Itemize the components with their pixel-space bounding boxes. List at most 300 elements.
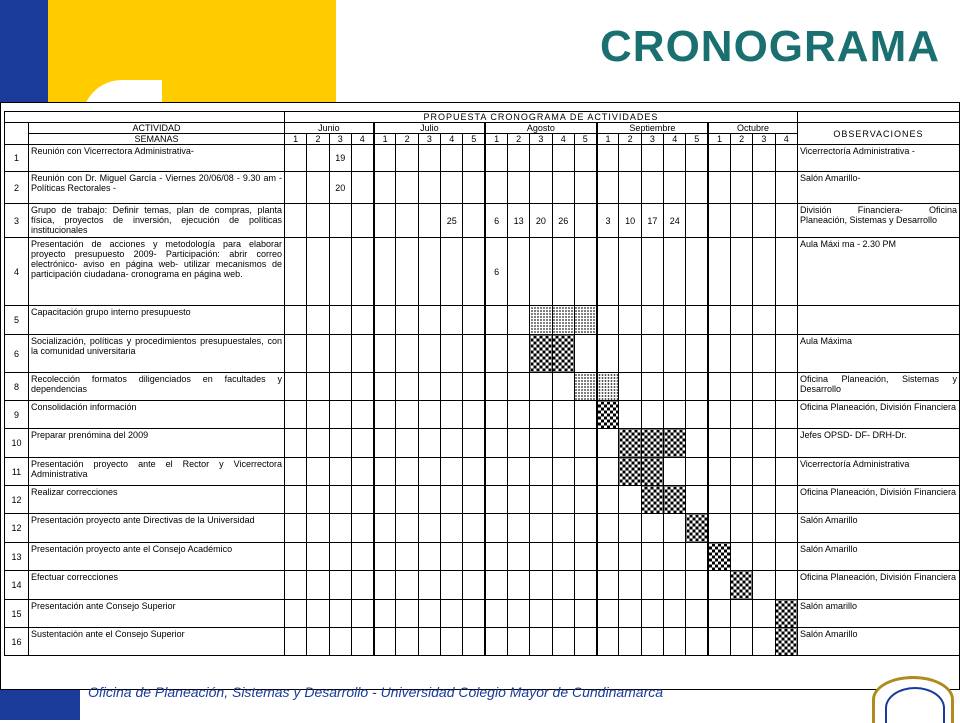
week-cell [708,335,730,373]
week-cell [619,486,641,514]
week-cell [351,543,373,571]
week-cell [441,373,463,401]
week-cell [485,335,507,373]
week-cell [574,458,596,486]
week-cell [329,486,351,514]
row-number: 8 [5,373,29,401]
week-cell [530,373,552,401]
week-cell [664,628,686,656]
week-cell [597,571,619,600]
week-cell [285,514,307,543]
activity-cell: Recolección formatos diligenciados en facultades y dependencias [29,373,285,401]
week-cell [374,514,396,543]
scheduled-week-cell [708,543,730,571]
yellow-header-block [48,0,336,102]
date-cell: 10 [619,204,641,238]
week-cell [574,238,596,306]
week-cell [441,335,463,373]
observation-cell: Salón Amarillo [797,543,959,571]
week-cell [530,145,552,172]
week-cell [574,571,596,600]
week-cell [307,429,329,458]
week-cell [597,514,619,543]
date-cell: 26 [552,204,574,238]
week-cell [530,238,552,306]
week-cell [641,628,663,656]
observation-cell: División Financiera- Oficina Planeación, Sistemas y Desarrollo [797,204,959,238]
scheduled-week-cell [775,600,797,628]
week-cell [329,373,351,401]
week-cell [641,401,663,429]
week-cell [507,458,529,486]
week-cell [507,543,529,571]
scheduled-week-cell [775,628,797,656]
week-cell [730,458,752,486]
week-cell [396,373,418,401]
week-cell [441,543,463,571]
week-cell [441,628,463,656]
week-cell [641,172,663,204]
table-row [5,571,960,600]
row-number: 16 [5,628,29,656]
week-cell [574,204,596,238]
scheduled-week-cell [530,306,552,335]
observation-cell: Aula Máxi ma - 2.30 PM [797,238,959,306]
week-cell [351,628,373,656]
week-cell [552,401,574,429]
week-cell [396,238,418,306]
week-cell [753,458,775,486]
date-cell: 6 [485,204,507,238]
week-number: 2 [619,134,641,145]
scheduled-week-cell [641,458,663,486]
week-cell [664,401,686,429]
week-cell [730,373,752,401]
week-cell [329,543,351,571]
week-cell [753,514,775,543]
week-cell [530,628,552,656]
week-number: 1 [485,134,507,145]
week-cell [753,172,775,204]
week-cell [307,204,329,238]
week-cell [686,486,708,514]
week-cell [374,429,396,458]
activity-cell: Presentación proyecto ante el Rector y Vicerrectora Administrativa [29,458,285,486]
week-number: 3 [418,134,440,145]
week-cell [307,145,329,172]
observation-cell: Salón Amarillo [797,514,959,543]
week-cell [285,429,307,458]
university-seal-icon [872,676,954,723]
activity-cell: Capacitación grupo interno presupuesto [29,306,285,335]
week-cell [530,571,552,600]
week-cell [374,543,396,571]
activity-cell: Reunión con Vicerrectora Administrativa- [29,145,285,172]
week-cell [574,628,596,656]
week-cell [396,600,418,628]
week-cell [574,145,596,172]
week-cell [552,145,574,172]
week-cell [775,373,797,401]
scheduled-week-cell [597,373,619,401]
week-cell [619,514,641,543]
week-cell [485,401,507,429]
date-cell: 24 [664,204,686,238]
week-cell [619,571,641,600]
table-row [5,204,960,238]
table-row [5,306,960,335]
week-cell [418,204,440,238]
blue-corner-block [0,0,48,102]
week-cell [418,401,440,429]
week-cell [396,204,418,238]
week-cell [730,238,752,306]
week-cell [485,429,507,458]
week-cell [597,486,619,514]
week-cell [753,571,775,600]
week-cell [351,145,373,172]
week-cell [329,335,351,373]
table-row [5,238,960,306]
week-cell [619,145,641,172]
week-cell [619,401,641,429]
week-cell [351,204,373,238]
week-cell [351,401,373,429]
week-number: 4 [552,134,574,145]
week-cell [418,145,440,172]
observation-cell: Salón Amarillo- [797,172,959,204]
week-cell [708,571,730,600]
week-number: 2 [507,134,529,145]
week-cell [463,458,485,486]
week-cell [641,514,663,543]
week-cell [351,571,373,600]
scheduled-week-cell [574,373,596,401]
week-cell [641,571,663,600]
week-cell [441,571,463,600]
observation-cell: Jefes OPSD- DF- DRH-Dr. [797,429,959,458]
week-cell [753,543,775,571]
row-number: 12 [5,486,29,514]
week-cell [285,172,307,204]
row-number: 1 [5,145,29,172]
week-cell [775,458,797,486]
week-cell [664,306,686,335]
week-cell [507,238,529,306]
table-row [5,335,960,373]
week-cell [329,238,351,306]
week-cell [307,172,329,204]
week-cell [708,238,730,306]
date-cell: 3 [597,204,619,238]
table-row [5,486,960,514]
week-cell [374,628,396,656]
week-cell [619,172,641,204]
observation-cell: Oficina Planeación, División Financiera [797,486,959,514]
scheduled-week-cell [574,306,596,335]
week-cell [708,172,730,204]
activity-cell: Presentación de acciones y metodología para elaborar proyecto presupuesto 2009- Participación: abrir correo electrónico- aviso en página web- utilizar mecanismos de participación ciudadana- cronograma en página web. [29,238,285,306]
week-cell [307,306,329,335]
week-cell [552,238,574,306]
table-row [5,373,960,401]
week-cell [329,628,351,656]
row-number: 3 [5,204,29,238]
week-cell [307,401,329,429]
week-cell [619,628,641,656]
week-cell [597,238,619,306]
week-number: 2 [396,134,418,145]
table-row [5,543,960,571]
week-cell [664,571,686,600]
week-cell [730,543,752,571]
month-header: Octubre [708,123,797,134]
week-cell [418,543,440,571]
week-cell [775,306,797,335]
observation-cell: Salón amarillo [797,600,959,628]
table-row [5,172,960,204]
week-cell [441,306,463,335]
week-cell [574,401,596,429]
week-cell [775,204,797,238]
week-cell [285,600,307,628]
week-cell [730,628,752,656]
date-cell: 20 [329,172,351,204]
week-cell [552,514,574,543]
week-cell [485,373,507,401]
week-cell [485,306,507,335]
activity-cell: Socialización, políticas y procedimientos presupuestales, con la comunidad universitaria [29,335,285,373]
week-number: 4 [775,134,797,145]
week-cell [619,238,641,306]
week-cell [485,514,507,543]
week-cell [329,458,351,486]
week-cell [574,600,596,628]
week-cell [664,600,686,628]
week-cell [285,238,307,306]
row-number: 14 [5,571,29,600]
week-cell [619,600,641,628]
week-cell [507,145,529,172]
date-cell: 20 [530,204,552,238]
month-header: Agosto [485,123,596,134]
observation-cell: Vicerrectoría Administrativa [797,458,959,486]
week-cell [463,145,485,172]
scheduled-week-cell [619,458,641,486]
row-number: 6 [5,335,29,373]
week-cell [396,401,418,429]
week-cell [641,600,663,628]
week-cell [664,458,686,486]
week-cell [329,571,351,600]
week-cell [730,204,752,238]
week-cell [396,306,418,335]
date-cell: 6 [485,238,507,306]
week-cell [619,306,641,335]
table-row [5,514,960,543]
week-cell [708,628,730,656]
week-cell [753,429,775,458]
observation-cell: Oficina Planeación, División Financiera [797,401,959,429]
week-number: 1 [374,134,396,145]
week-cell [441,238,463,306]
week-cell [641,373,663,401]
activity-cell: Presentación proyecto ante el Consejo Académico [29,543,285,571]
week-cell [708,486,730,514]
week-cell [418,238,440,306]
week-cell [530,600,552,628]
week-cell [686,543,708,571]
week-cell [441,401,463,429]
week-cell [753,204,775,238]
week-cell [686,458,708,486]
week-number: 3 [530,134,552,145]
week-cell [374,458,396,486]
week-cell [775,486,797,514]
week-cell [463,401,485,429]
week-cell [708,204,730,238]
week-cell [686,172,708,204]
week-number: 1 [708,134,730,145]
table-row [5,628,960,656]
week-cell [775,335,797,373]
week-cell [686,429,708,458]
week-cell [641,335,663,373]
week-cell [597,172,619,204]
week-number: 1 [285,134,307,145]
week-cell [708,401,730,429]
table-row [5,401,960,429]
week-cell [530,486,552,514]
week-cell [329,429,351,458]
week-cell [285,628,307,656]
week-number: 5 [463,134,485,145]
week-cell [530,172,552,204]
week-cell [775,543,797,571]
week-cell [485,600,507,628]
date-cell: 13 [507,204,529,238]
scheduled-week-cell [552,335,574,373]
table-title-row [5,112,960,123]
week-cell [307,628,329,656]
week-cell [351,458,373,486]
week-cell [641,306,663,335]
observation-cell: Oficina Planeación, División Financiera [797,571,959,600]
week-cell [708,373,730,401]
scheduled-week-cell [730,571,752,600]
week-cell [351,514,373,543]
footer-text: Oficina de Planeación, Sistemas y Desarrollo - Universidad Colegio Mayor de Cundinamarca [88,684,664,700]
week-cell [307,335,329,373]
week-cell [507,401,529,429]
week-cell [374,486,396,514]
week-cell [507,429,529,458]
month-header: Julio [374,123,485,134]
table-row [5,600,960,628]
week-cell [485,543,507,571]
week-cell [753,600,775,628]
week-cell [552,373,574,401]
activity-cell: Realizar correcciones [29,486,285,514]
week-cell [574,172,596,204]
week-cell [285,145,307,172]
week-cell [730,306,752,335]
week-cell [441,486,463,514]
week-cell [574,335,596,373]
week-cell [418,486,440,514]
week-cell [307,458,329,486]
week-cell [708,458,730,486]
row-number: 10 [5,429,29,458]
week-cell [396,429,418,458]
week-cell [329,600,351,628]
row-number: 9 [5,401,29,429]
week-cell [485,458,507,486]
scheduled-week-cell [664,486,686,514]
week-cell [307,238,329,306]
row-number: 4 [5,238,29,306]
week-cell [485,628,507,656]
scheduled-week-cell [530,335,552,373]
table-row [5,458,960,486]
week-cell [664,373,686,401]
week-cell [285,401,307,429]
week-number: 3 [753,134,775,145]
week-cell [507,486,529,514]
week-cell [441,458,463,486]
week-cell [775,514,797,543]
week-cell [597,306,619,335]
week-cell [507,335,529,373]
week-cell [396,458,418,486]
week-cell [530,543,552,571]
week-cell [463,486,485,514]
table-row [5,145,960,172]
week-cell [441,600,463,628]
observation-cell: Oficina Planeación, Sistemas y Desarrollo [797,373,959,401]
week-cell [730,486,752,514]
week-cell [374,145,396,172]
observation-cell: Vicerrectoría Administrativa - [797,145,959,172]
week-cell [686,571,708,600]
activity-cell: Sustentación ante el Consejo Superior [29,628,285,656]
week-cell [351,172,373,204]
week-cell [619,543,641,571]
week-cell [708,514,730,543]
week-cell [285,543,307,571]
week-cell [485,486,507,514]
week-cell [329,514,351,543]
activity-cell: Grupo de trabajo: Definir temas, plan de compras, planta física, proyectos de inversión, ejecución de políticas institucionales [29,204,285,238]
week-cell [374,172,396,204]
week-cell [374,401,396,429]
week-cell [374,238,396,306]
week-cell [285,486,307,514]
week-cell [641,543,663,571]
week-number: 5 [574,134,596,145]
row-number: 13 [5,543,29,571]
week-cell [507,600,529,628]
week-cell [597,145,619,172]
week-cell [418,335,440,373]
week-cell [463,600,485,628]
week-cell [574,543,596,571]
week-cell [418,600,440,628]
week-cell [686,373,708,401]
week-cell [351,335,373,373]
week-cell [307,373,329,401]
month-header-row [5,123,960,134]
